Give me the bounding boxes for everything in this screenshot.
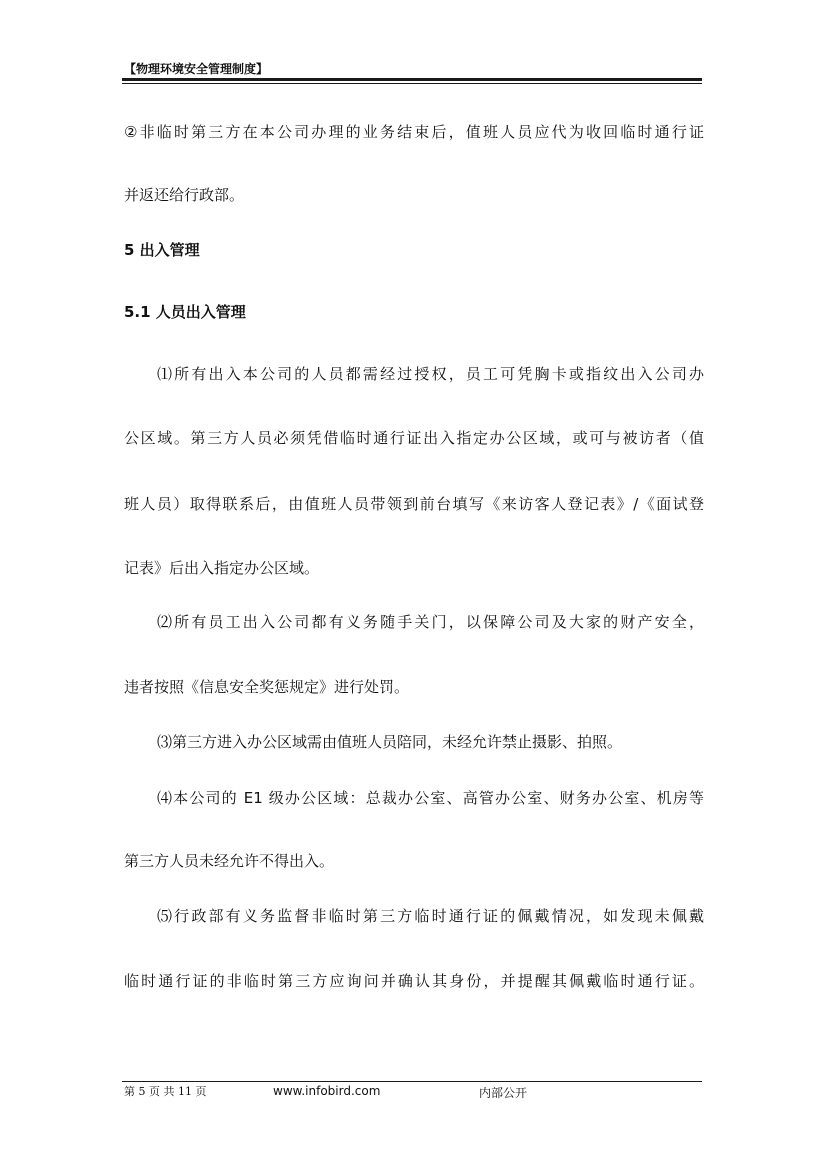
list-item-4-line: 第三方人员未经允许不得出入。 [124, 852, 335, 870]
section-heading-5-1: 5.1 人员出入管理 [124, 303, 246, 321]
header-divider-thin [122, 83, 702, 84]
paragraph-line: ②非临时第三方在本公司办理的业务结束后，值班人员应代为收回临时通行证 [124, 123, 704, 141]
list-item-1-line: 公区域。第三方人员必须凭借临时通行证出入指定办公区域，或可与被访者（值 [124, 429, 704, 447]
list-item-2-line: 违者按照《信息安全奖惩规定》进行处罚。 [124, 678, 410, 696]
footer-website: www.infobird.com [273, 1084, 381, 1098]
footer-classification: 内部公开 [479, 1086, 528, 1100]
header-divider-thick [122, 78, 702, 81]
list-item-4-line: ⑷本公司的 E1 级办公区域：总裁办公室、高管办公室、财务办公室、机房等 [157, 789, 704, 807]
list-item-1-line: 班人员）取得联系后，由值班人员带领到前台填写《来访客人登记表》/《面试登 [124, 495, 704, 513]
list-item-1-line: ⑴所有出入本公司的人员都需经过授权，员工可凭胸卡或指纹出入公司办 [157, 365, 704, 383]
list-item-1-line: 记表》后出入指定办公区域。 [124, 559, 320, 577]
footer-divider [122, 1081, 702, 1082]
list-item-2-line: ⑵所有员工出入公司都有义务随手关门，以保障公司及大家的财产安全， [157, 613, 704, 631]
list-item-5-line: 临时通行证的非临时第三方应询问并确认其身份，并提醒其佩戴临时通行证。 [124, 972, 704, 990]
section-heading-5: 5 出入管理 [124, 241, 200, 259]
list-item-3-line: ⑶第三方进入办公区域需由值班人员陪同，未经允许禁止摄影、拍照。 [157, 733, 623, 751]
list-item-5-line: ⑸行政部有义务监督非临时第三方临时通行证的佩戴情况，如发现未佩戴 [157, 907, 704, 925]
footer-page-number: 第 5 页 共 11 页 [124, 1085, 207, 1098]
paragraph-line: 并返还给行政部。 [124, 186, 245, 204]
document-header-title: 【物理环境安全管理制度】 [124, 62, 269, 76]
